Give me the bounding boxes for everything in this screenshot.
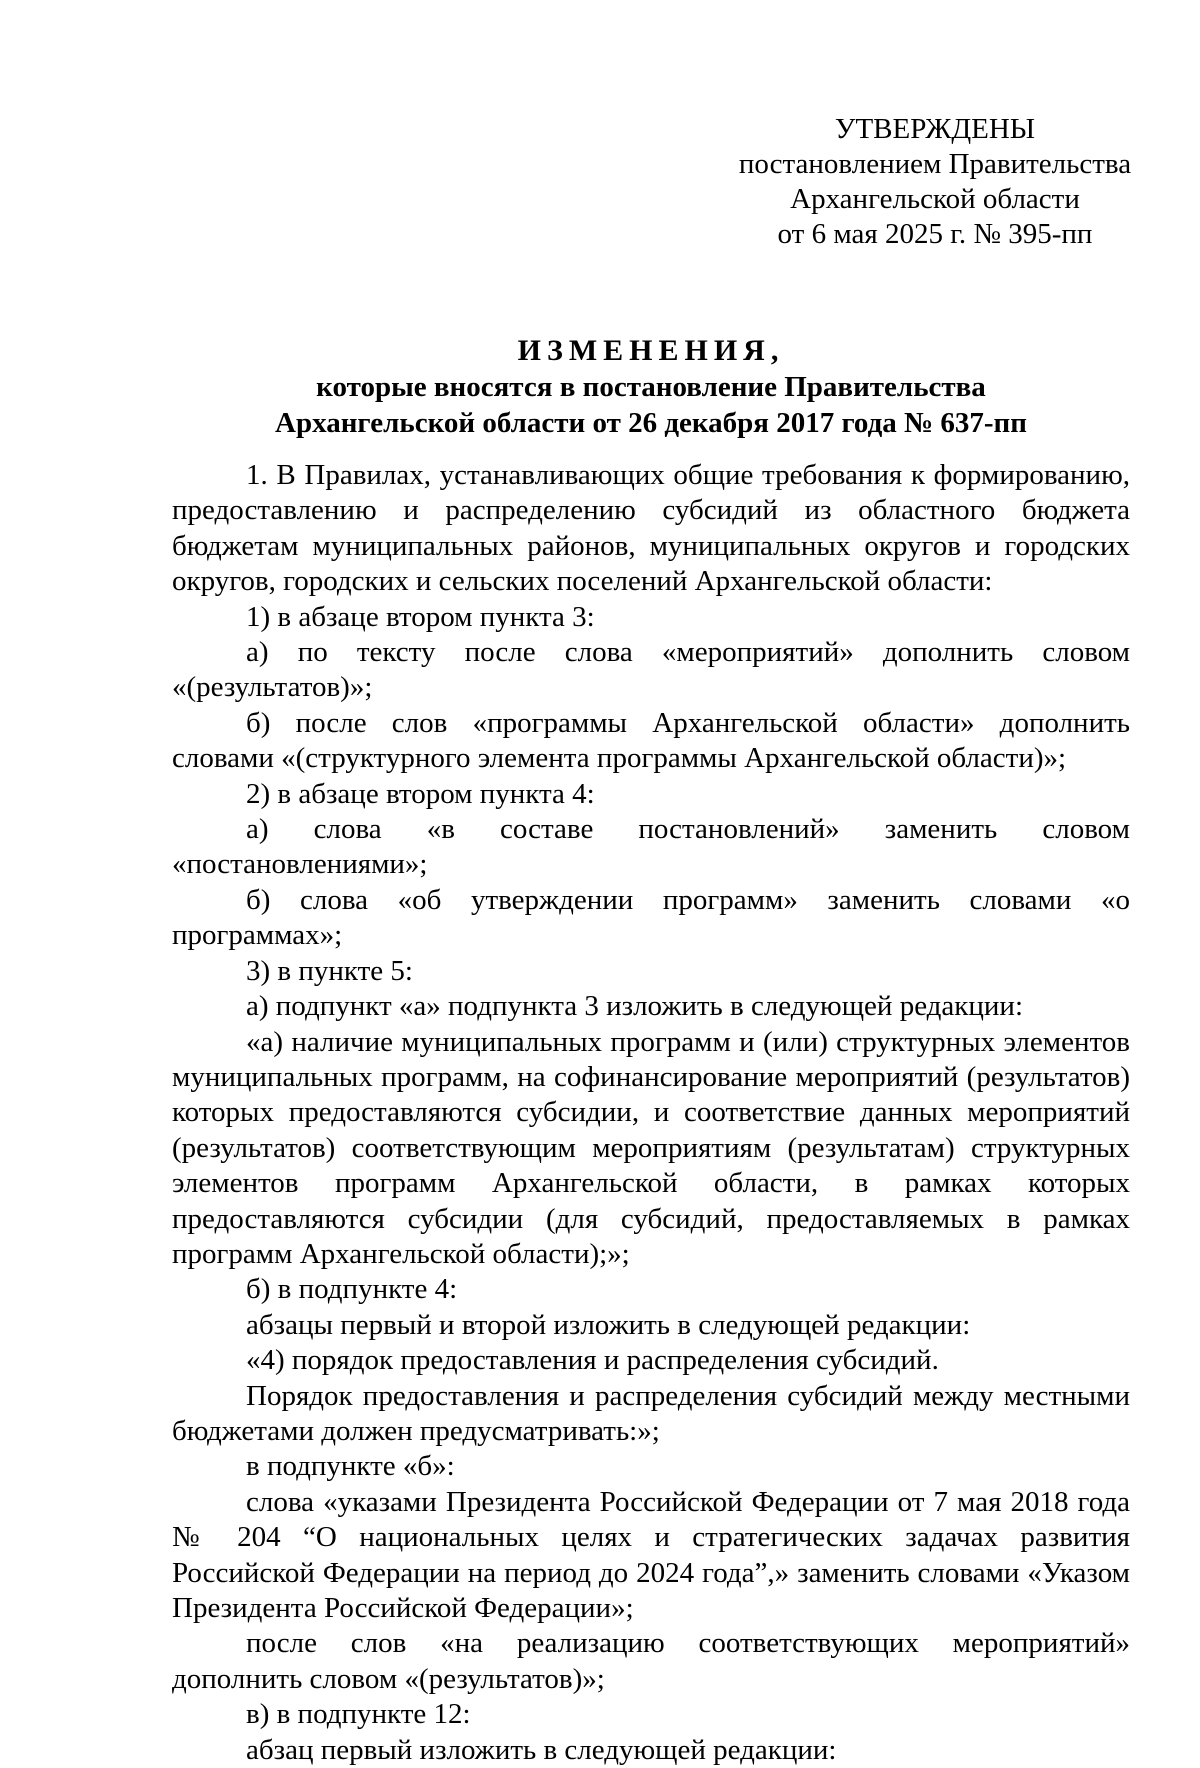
paragraph: а) слова «в составе постановлений» заменить словом «постановлениями»;	[172, 813, 1130, 881]
paragraph: б) в подпункте 4:	[246, 1273, 458, 1306]
paragraph: Порядок предоставления и распределения субсидий между местными бюджетами должен предусматривать:»;	[172, 1379, 1130, 1447]
approval-heading: УТВЕРЖДЕНЫ	[834, 113, 1036, 145]
document-title-block	[172, 333, 1130, 441]
approval-line-1: постановлением Правительства	[738, 148, 1132, 180]
paragraph: а) по тексту после слова «мероприятий» дополнить словом «(результатов)»;	[172, 636, 1130, 704]
approval-line-3: от 6 мая 2025 г. № 395-пп	[777, 218, 1093, 250]
paragraph: абзацы первый и второй изложить в следующей редакции:	[246, 1308, 971, 1341]
paragraph: «4) порядок предоставления и распределения субсидий.	[246, 1344, 939, 1377]
paragraph: 3) в пункте 5:	[246, 954, 413, 987]
approval-stamp	[735, 112, 1135, 252]
paragraph: б) после слов «программы Архангельской области» дополнить словами «(структурного элемента программы Архангельской области)»;	[172, 706, 1130, 775]
paragraph: а) подпункт «а» подпункта 3 изложить в следующей редакции:	[246, 990, 1024, 1023]
document-title: ИЗМЕНЕНИЯ,	[517, 334, 785, 367]
document-subtitle-line-2: Архангельской области от 26 декабря 2017 года № 637-пп	[275, 407, 1027, 439]
document-body	[172, 458, 1130, 1768]
paragraph: слова «указами Президента Российской Федерации от 7 мая 2018 года № 204 “О национальных целях и стратегических задачах развития Российской Федерации на период до 2024 года”,» заменить словами «Указом Президента Российской Федерации»;	[172, 1485, 1130, 1624]
paragraph: 1) в абзаце втором пункта 3:	[246, 600, 595, 633]
paragraph: «а) наличие муниципальных программ и (или) структурных элементов муниципальных программ, на софинансирование мероприятий (результатов) которых предоставляются субсидии, и соответствие данных мероприятий (результатов) соответствующим мероприятиям (результатам) структурных элементов программ Архангельской области, в рамках которых предоставляются субсидии (для субсидий, предоставляемых в рамках программ Архангельской области);»;	[172, 1025, 1130, 1270]
paragraph: абзац первый изложить в следующей редакции:	[246, 1733, 837, 1766]
paragraph: в подпункте «б»:	[246, 1450, 455, 1483]
paragraph: б) слова «об утверждении программ» заменить словами «о программах»;	[172, 883, 1130, 952]
paragraph: 2) в абзаце втором пункта 4:	[246, 777, 595, 810]
approval-line-2: Архангельской области	[790, 183, 1080, 215]
paragraph: после слов «на реализацию соответствующих мероприятий» дополнить словом «(результатов)»;	[172, 1627, 1130, 1695]
paragraph: 1. В Правилах, устанавливающих общие требования к формированию, предоставлению и распределению субсидий из областного бюджета бюджетам муниципальных районов, муниципальных округов и городских округов, городских и сельских поселений Архангельской области:	[172, 459, 1130, 598]
document-subtitle-line-1: которые вносятся в постановление Правительства	[316, 371, 986, 403]
paragraph: в) в подпункте 12:	[246, 1698, 471, 1731]
